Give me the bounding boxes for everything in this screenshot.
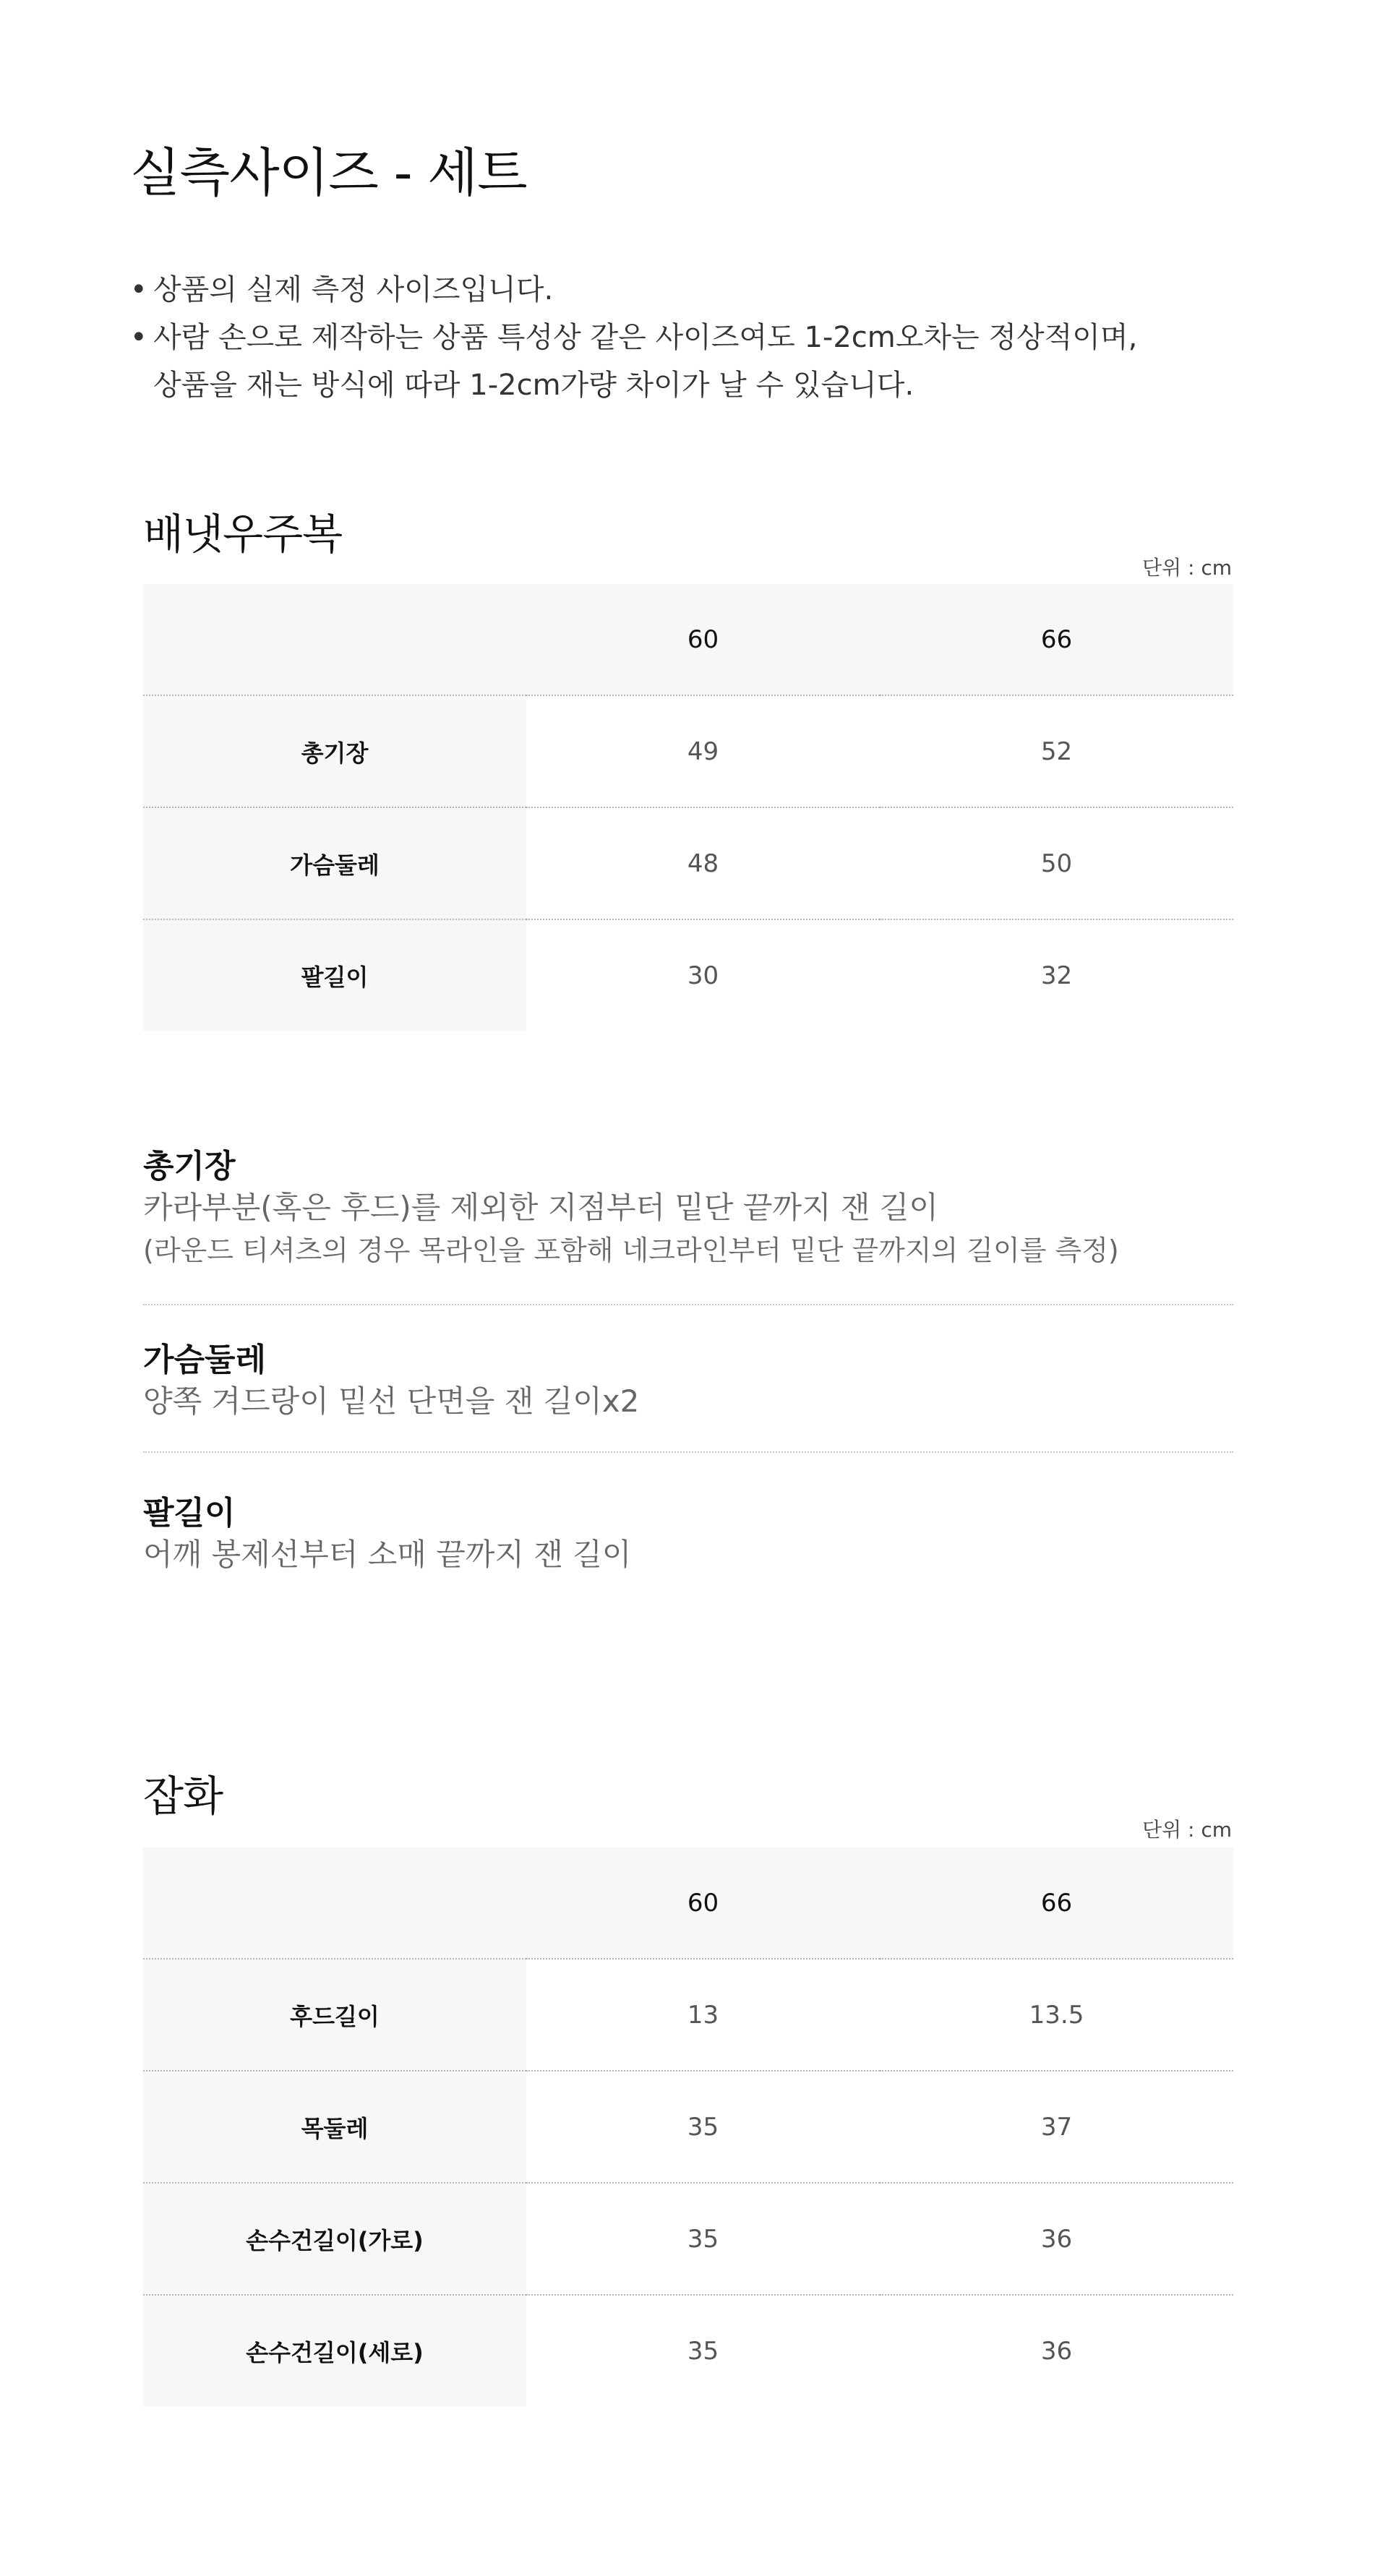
table-row [143, 1959, 1233, 2071]
definition-item [143, 1453, 1233, 1597]
definition-note: (라운드 티셔츠의 경우 목라인을 포함해 네크라인부터 밑단 끝까지의 길이를 측정) [143, 1235, 1119, 1266]
table-cell: 13 [526, 1959, 880, 2071]
table-cell: 37 [880, 2071, 1233, 2183]
definition-item [143, 1305, 1233, 1453]
header-cell-size: 66 [880, 584, 1233, 695]
definition-description: 카라부분(혹은 후드)를 제외한 지점부터 밑단 끝까지 잰 길이 [143, 1190, 938, 1225]
notice-item-continuation: 상품을 재는 방식에 따라 1-2cm가량 차이가 날 수 있습니다. [153, 369, 914, 402]
header-cell [143, 1847, 526, 1959]
unit-label: 단위 : cm [1141, 1818, 1232, 1842]
table-cell: 30 [687, 961, 719, 990]
definition-term: 가슴둘레 [143, 1341, 267, 1378]
notice-item: • 상품의 실제 측정 사이즈입니다. [130, 266, 1137, 314]
row-label: 가슴둘레 [143, 807, 526, 919]
table-row [143, 695, 1233, 807]
table-cell: 48 [526, 807, 880, 919]
definition-term: 총기장 [143, 1148, 236, 1185]
notice-item: • 사람 손으로 제작하는 상품 특성상 같은 사이즈여도 1-2cm오차는 정상적이며, 상품을 재는 방식에 따라 1-2cm가량 차이가 날 수 있습니다. [130, 314, 1137, 409]
definition-item [143, 1136, 1233, 1305]
header-cell-size: 60 [526, 1847, 880, 1959]
size-table-bodysuit [143, 584, 1233, 1031]
table-cell: 13.5 [880, 1959, 1233, 2071]
definition-description: 양쪽 겨드랑이 밑선 단면을 잰 길이x2 [143, 1383, 640, 1419]
measurement-definitions [143, 1136, 1233, 1597]
row-label: 총기장 [143, 695, 526, 807]
section-title-bodysuit: 배냇우주복 [143, 510, 343, 559]
row-label: 손수건길이(세로) [143, 2295, 526, 2406]
section-title-accessories: 잡화 [143, 1772, 223, 1821]
table-row [143, 807, 1233, 919]
header-cell-size: 66 [880, 1847, 1233, 1959]
table-cell: 49 [526, 695, 880, 807]
table-cell: 35 [687, 2336, 719, 2366]
table-cell: 50 [880, 807, 1233, 919]
unit-label: 단위 : cm [1141, 556, 1232, 580]
row-label: 후드길이 [143, 1959, 526, 2071]
row-label: 손수건길이(가로) [143, 2183, 526, 2295]
table-row [143, 919, 1233, 1031]
definition-description: 어깨 봉제선부터 소매 끝까지 잰 길이 [143, 1537, 632, 1572]
definition-term: 팔길이 [143, 1495, 236, 1532]
header-cell-size: 60 [526, 584, 880, 695]
table-header-row [143, 584, 1233, 695]
row-label: 팔길이 [143, 919, 526, 1031]
table-cell: 36 [880, 2183, 1233, 2295]
table-cell: 52 [880, 695, 1233, 807]
notice-list [130, 266, 1137, 409]
table-row [143, 2183, 1233, 2295]
table-cell: 35 [526, 2071, 880, 2183]
table-cell: 32 [1040, 961, 1073, 990]
table-cell: 36 [1040, 2336, 1073, 2366]
table-row [143, 2071, 1233, 2183]
row-label: 목둘레 [143, 2071, 526, 2183]
header-cell [143, 584, 526, 695]
table-cell: 35 [526, 2183, 880, 2295]
table-header-row [143, 1847, 1233, 1959]
page-title: 실측사이즈 - 세트 [130, 142, 527, 203]
size-table-accessories [143, 1847, 1233, 2406]
table-row [143, 2295, 1233, 2406]
